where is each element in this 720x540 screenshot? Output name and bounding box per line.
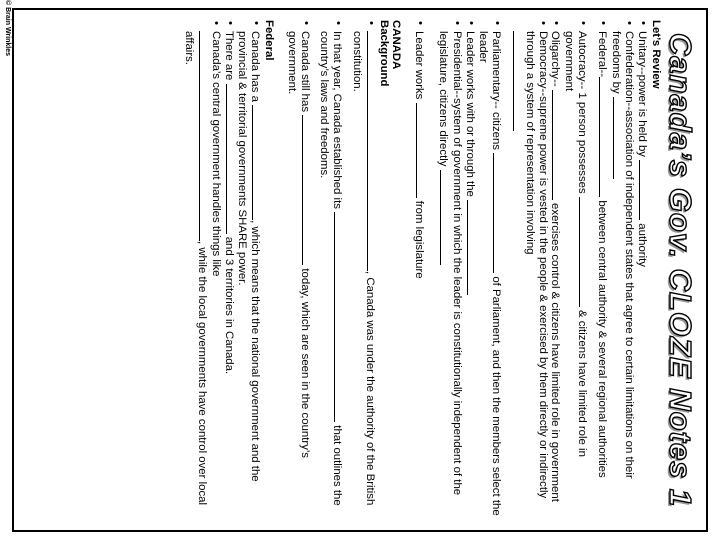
federal-list	[183, 20, 263, 516]
review-list-2	[509, 20, 589, 516]
fill-in-blank[interactable]	[334, 212, 344, 422]
section-heading-federal: Federal	[263, 20, 276, 61]
fill-in-blank[interactable]	[552, 90, 562, 200]
list-item: • Confederation--association of independent states that agree to certain limitations on their freedoms by	[609, 31, 636, 516]
list-item: • Parliamentary-- citizens of Parliament, and then the members select the leader	[477, 31, 504, 516]
fill-in-blank[interactable]	[252, 105, 262, 220]
list-item: • Leader works with or through the	[463, 31, 477, 516]
list-item: • There are and 3 territories in Canada.	[222, 31, 236, 516]
list-item: • Federal-- between central authority & several regional authorities	[595, 31, 609, 516]
fill-in-blank[interactable]	[416, 103, 426, 198]
fill-in-blank[interactable]	[226, 84, 236, 234]
fill-in-blank[interactable]	[639, 160, 649, 220]
list-item: • Unitary--power is held by authority	[635, 31, 649, 516]
fill-in-blank[interactable]	[613, 97, 623, 179]
fill-in-blank[interactable]	[513, 31, 523, 131]
list-item: • Canada’s central government handles things like , while the local governments have control over local affairs.	[183, 31, 222, 516]
review-list	[595, 20, 649, 516]
list-item: • Oligarchy-- exercises control & citizens have limited role in government	[549, 31, 563, 516]
section-heading-canada: CANADA	[390, 20, 403, 70]
copyright-notice: © Brain Wrinkles	[4, 0, 11, 56]
fill-in-blank[interactable]	[199, 31, 209, 241]
fill-in-blank[interactable]	[493, 153, 503, 273]
list-item: • Democracy--supreme power is vested in the people & exercised by them directly or indirectly through a system of representation involving	[509, 31, 548, 516]
list-item: • In that year, Canada established its that outlines the country’s laws and freedoms.	[318, 31, 345, 516]
list-item: • Presidential--system of government in which the leader is constitutionally independent of the legislature, citizens directly	[436, 31, 463, 516]
slide-title: Canada’s Gov. CLOZE Notes 1	[663, 32, 698, 508]
fill-in-blank[interactable]	[579, 197, 589, 307]
section-heading-review: Let’s Review	[650, 20, 662, 89]
list-item: • Leader works from legislature	[412, 31, 426, 516]
list-item: • Autocracy-- 1 person possesses & citizens have limited role in government	[562, 31, 589, 516]
list-item: • Canada still has today, which are seen in the country’s government.	[285, 31, 312, 516]
fill-in-blank[interactable]	[599, 77, 609, 197]
fill-in-blank[interactable]	[302, 115, 312, 265]
notes-content	[183, 20, 663, 516]
section-heading-background: Background	[377, 20, 390, 87]
review-list-4	[412, 20, 426, 516]
review-list-3	[436, 20, 503, 516]
fill-in-blank[interactable]	[367, 31, 377, 271]
fill-in-blank[interactable]	[467, 200, 477, 295]
list-item: • , Canada was under the authority of the British constitution.	[350, 31, 377, 516]
background-list	[285, 20, 377, 516]
list-item: • Canada has a , which means that the national government and the provincial & territorial governments SHARE power.	[236, 31, 263, 516]
fill-in-blank[interactable]	[440, 170, 450, 265]
